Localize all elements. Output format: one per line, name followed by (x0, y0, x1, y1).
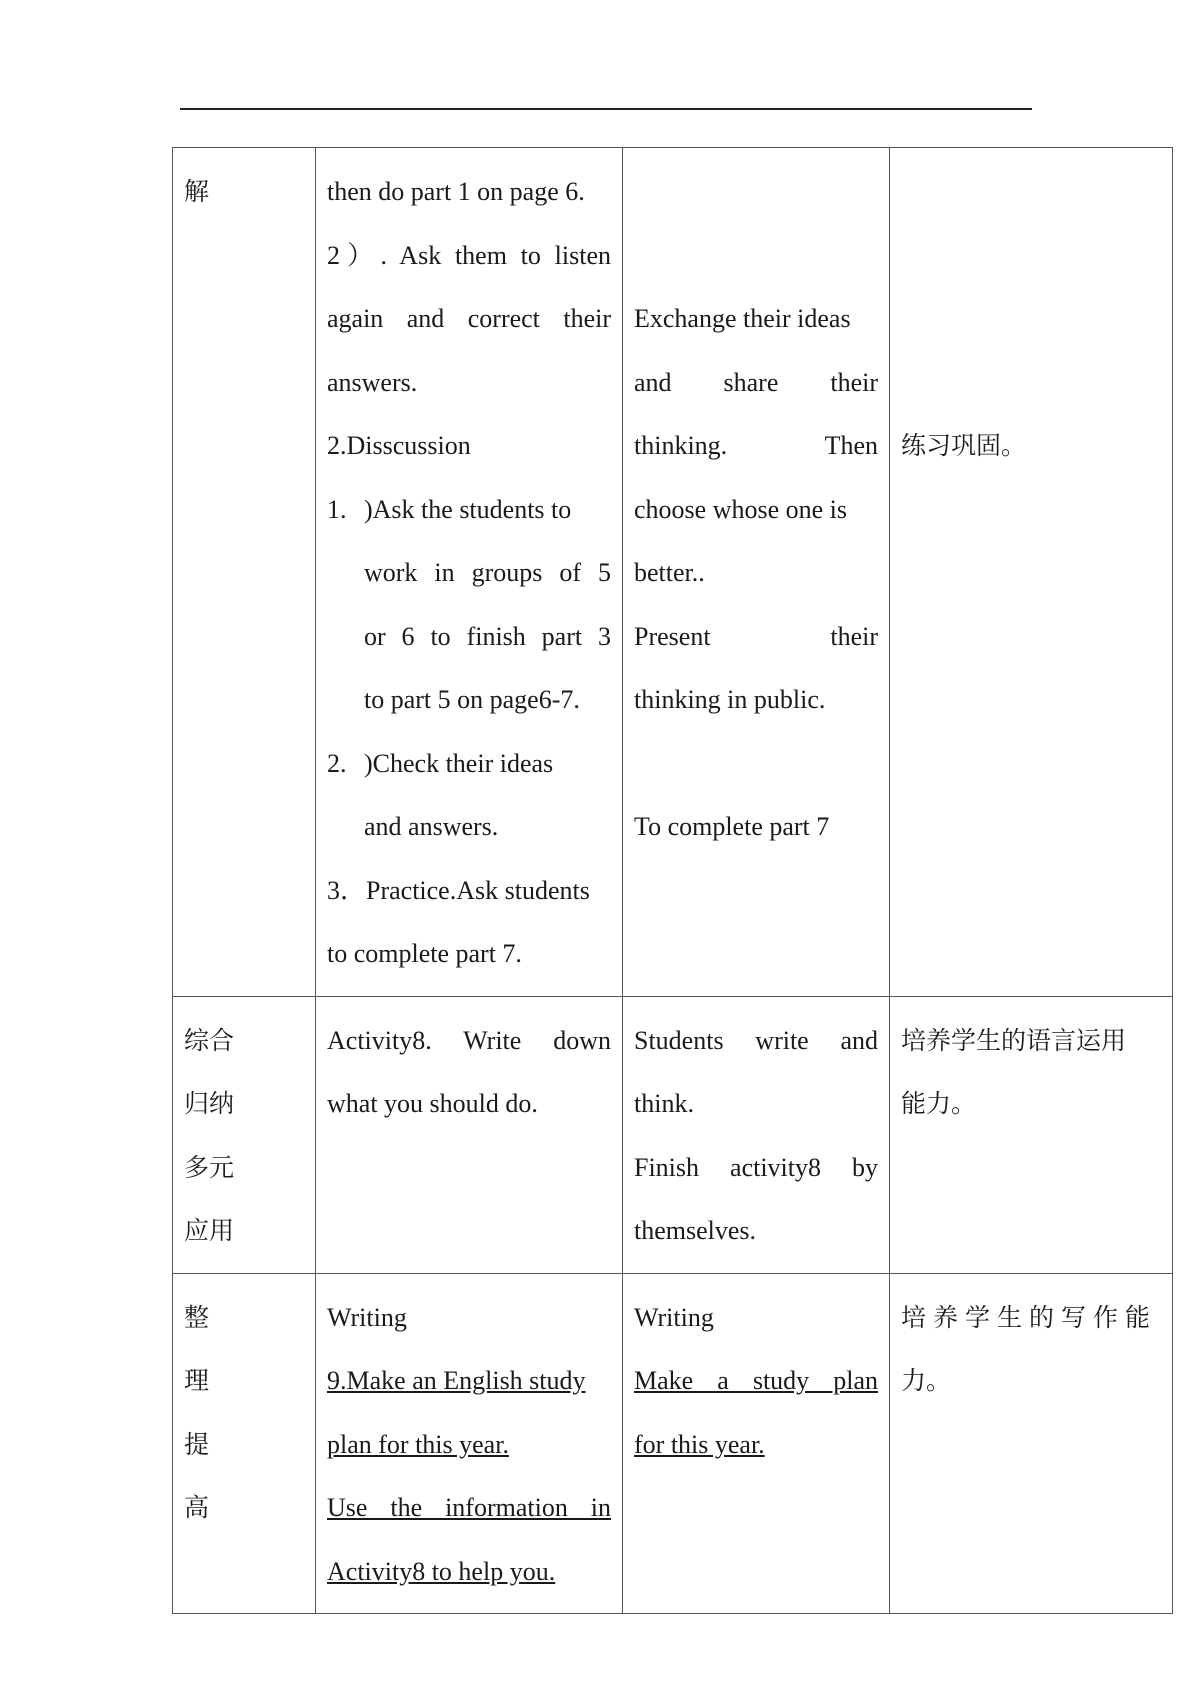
student-line: for this year. (634, 1429, 765, 1459)
student-line: Students write and (634, 1025, 878, 1055)
list-item-cont: or 6 to finish part 3 (364, 621, 611, 651)
teacher-activity-cell (316, 996, 623, 1273)
student-line: themselves. (634, 1216, 757, 1245)
list-item (327, 478, 611, 542)
stage-cell (173, 996, 316, 1273)
purpose-text: 培养学生的写作能 (901, 1302, 1158, 1332)
table-row (173, 1273, 1173, 1614)
student-line: Make a study plan (634, 1366, 878, 1395)
teacher-line: then do part 1 on page 6. (327, 177, 585, 206)
purpose-cell (890, 996, 1173, 1273)
student-activity-cell (623, 1273, 890, 1614)
stage-text: 提 (184, 1429, 210, 1459)
lesson-plan-table (172, 147, 1173, 1614)
student-line: thinking in public. (634, 685, 826, 714)
teacher-line: to complete part 7. (327, 939, 522, 968)
teacher-activity-cell (316, 1273, 623, 1614)
student-activity-cell (623, 148, 890, 997)
table-row (173, 996, 1173, 1273)
stage-cell (173, 1273, 316, 1614)
teacher-line: 2.Disscussion (327, 431, 471, 460)
student-activity-cell (623, 996, 890, 1273)
teacher-line: 2）. Ask them to listen (327, 240, 611, 270)
list-number: 2. (327, 748, 347, 778)
purpose-text: 培养学生的语言运用 (901, 1025, 1127, 1055)
table-row (173, 148, 1173, 997)
list-item-cont: work in groups of 5 (364, 558, 611, 587)
student-line: Exchange their ideas (634, 304, 851, 333)
student-line: thinking. Then (634, 431, 878, 460)
list-item-cont: to part 5 on page6-7. (364, 685, 580, 714)
student-line: and share their (634, 367, 878, 397)
teacher-line: Activity8 to help you. (327, 1556, 556, 1586)
student-line: Present their (634, 621, 878, 651)
header-rule (180, 108, 1032, 110)
teacher-line: Writing (327, 1302, 407, 1332)
list-text: )Check their ideas (364, 748, 554, 778)
list-text: )Ask the students to (364, 494, 572, 524)
student-line: To complete part 7 (634, 812, 830, 841)
list-number: 1. (327, 494, 347, 524)
stage-text: 归纳 (184, 1089, 235, 1118)
stage-text: 解 (184, 177, 210, 206)
purpose-text: 能力。 (901, 1089, 977, 1118)
teacher-line: plan for this year. (327, 1429, 509, 1459)
teacher-line: what you should do. (327, 1089, 538, 1118)
teacher-activity-cell (316, 148, 623, 997)
student-line: choose whose one is (634, 494, 848, 524)
student-line: think. (634, 1089, 694, 1118)
teacher-line: answers. (327, 367, 418, 397)
purpose-cell (890, 148, 1173, 997)
purpose-text: 练习巩固。 (901, 431, 1027, 460)
stage-text: 应用 (184, 1216, 235, 1245)
purpose-cell (890, 1273, 1173, 1614)
stage-text: 高 (184, 1493, 210, 1522)
teacher-line: Use the information in (327, 1493, 611, 1522)
student-line: better.. (634, 558, 705, 587)
list-item-cont: and answers. (364, 812, 499, 841)
teacher-line: 9.Make an English study (327, 1366, 586, 1395)
student-line: Finish activity8 by (634, 1152, 878, 1182)
teacher-line: 3．Practice.Ask students (327, 875, 590, 905)
stage-text: 综合 (184, 1025, 235, 1055)
list-item (327, 732, 611, 796)
stage-text: 整 (184, 1302, 210, 1332)
stage-text: 理 (184, 1366, 210, 1395)
purpose-text: 力。 (901, 1366, 952, 1395)
stage-cell (173, 148, 316, 997)
teacher-line: again and correct their (327, 304, 611, 333)
stage-text: 多元 (184, 1152, 235, 1182)
student-line: Writing (634, 1302, 714, 1332)
teacher-line: Activity8. Write down (327, 1025, 611, 1055)
